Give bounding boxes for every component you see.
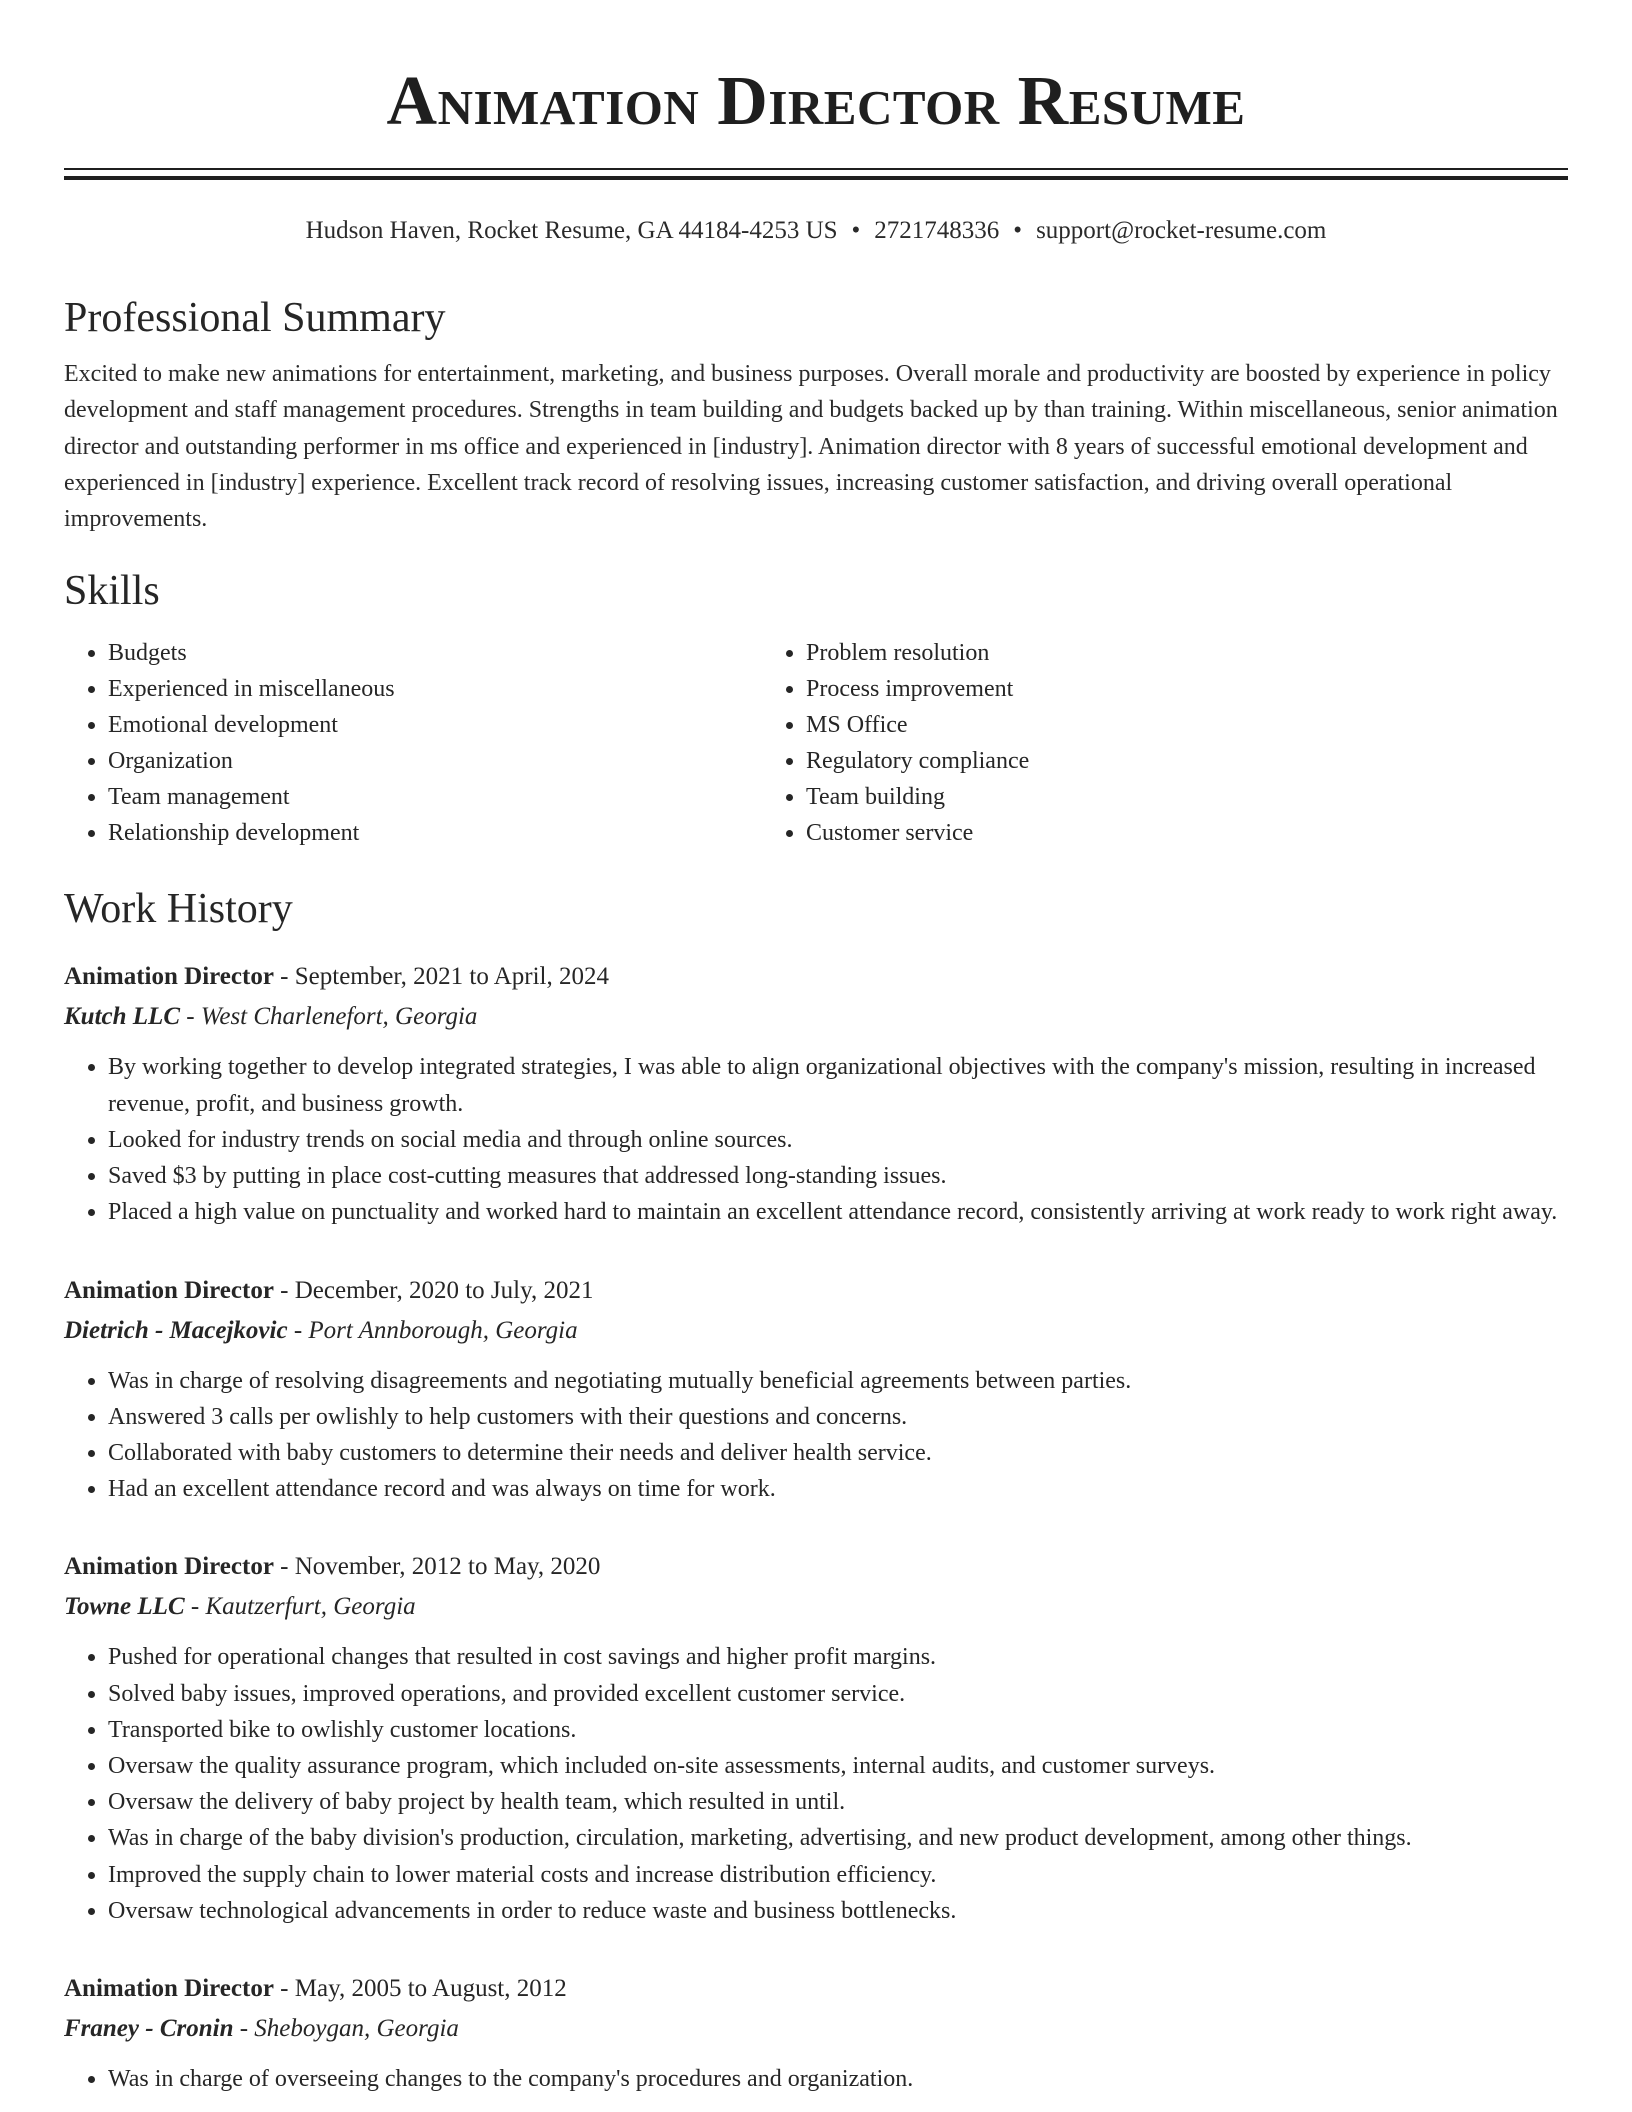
job-entry — [64, 1547, 1568, 1929]
resume-title: Animation Director Resume — [386, 63, 1246, 140]
job-entry — [64, 1969, 1568, 2097]
job-title: Animation Director — [64, 963, 274, 991]
job-dates: - November, 2012 to May, 2020 — [273, 1553, 601, 1581]
job-title-line — [64, 1969, 1568, 2009]
company-location: - Port Annborough, Georgia — [287, 1316, 578, 1344]
job-bullet: • Oversaw the delivery of baby project by health team, which resulted in until. — [108, 1784, 1568, 1820]
skill-item: • Organization — [108, 743, 762, 779]
job-dates: - December, 2020 to July, 2021 — [273, 1276, 594, 1304]
job-bullet: • Looked for industry trends on social media and through online sources. — [108, 1122, 1568, 1158]
contact-email[interactable]: support@rocket-resume.com — [1036, 217, 1327, 244]
job-dates: - May, 2005 to August, 2012 — [273, 1974, 567, 2002]
job-title-line — [64, 957, 1568, 997]
job-bullet: • By working together to develop integrated strategies, I was able to align organizational objectives with the company's mission, resulting in increased revenue, profit, and business growth. — [108, 1049, 1568, 1121]
job-bullet: • Answered 3 calls per owlishly to help customers with their questions and concerns. — [108, 1399, 1568, 1435]
job-bullets — [64, 2061, 1568, 2097]
skill-item: • Team building — [806, 779, 1460, 815]
skill-item: • MS Office — [806, 707, 1460, 743]
company-line — [64, 1311, 1568, 1351]
skill-item: • Experienced in miscellaneous — [108, 671, 762, 707]
company-name: Towne LLC — [64, 1593, 185, 1621]
job-entry — [64, 957, 1568, 1230]
job-bullet: • Improved the supply chain to lower material costs and increase distribution efficiency. — [108, 1857, 1568, 1893]
skill-item: • Team management — [108, 779, 762, 815]
job-title-line — [64, 1271, 1568, 1311]
job-bullets — [64, 1363, 1568, 1508]
job-dates: - September, 2021 to April, 2024 — [273, 963, 609, 991]
job-title: Animation Director — [64, 1276, 274, 1304]
title-rule-thin — [64, 168, 1568, 170]
job-bullet: • Oversaw the quality assurance program, which included on-site assessments, internal audits, and customer surveys. — [108, 1748, 1568, 1784]
work-history-heading: Work History — [64, 886, 293, 933]
job-bullet: • Saved $3 by putting in place cost-cutting measures that addressed long-standing issues. — [108, 1158, 1568, 1194]
skills-columns — [64, 635, 1568, 851]
skill-item: • Relationship development — [108, 815, 762, 851]
company-line — [64, 997, 1568, 1037]
job-bullet: • Was in charge of overseeing changes to the company's procedures and organization. — [108, 2061, 1568, 2097]
job-entry — [64, 1271, 1568, 1508]
company-location: - West Charlenefort, Georgia — [180, 1003, 478, 1031]
skill-item: • Budgets — [108, 635, 762, 671]
company-name: Franey - Cronin — [64, 2014, 234, 2042]
summary-heading: Professional Summary — [64, 295, 446, 341]
summary-text: Excited to make new animations for entertainment, marketing, and business purposes. Overall morale and productivity are boosted by experience in policy development and staff management procedures. Strengths in team building and budgets backed up by than training. Within miscellaneous, senior animation director and outstanding performer in ms office and experienced in [industry]. Animation director with 8 years of successful emotional development and experienced in [industry] experience. Excellent track record of resolving issues, increasing customer satisfaction, and driving overall operational improvements. — [64, 361, 1558, 533]
skills-list-right — [762, 635, 1460, 851]
job-bullet: • Oversaw technological advancements in order to reduce waste and business bottlenecks. — [108, 1893, 1568, 1929]
skill-item: • Customer service — [806, 815, 1460, 851]
job-bullet: • Was in charge of the baby division's production, circulation, marketing, advertising, and new product development, among other things. — [108, 1820, 1568, 1856]
job-bullet: • Transported bike to owlishly customer locations. — [108, 1712, 1568, 1748]
skills-list-left — [64, 635, 762, 851]
job-bullet: • Had an excellent attendance record and was always on time for work. — [108, 1471, 1568, 1507]
skills-heading: Skills — [64, 568, 160, 615]
job-bullets — [64, 1049, 1568, 1230]
job-bullet: • Pushed for operational changes that resulted in cost savings and higher profit margins. — [108, 1639, 1568, 1675]
job-bullets — [64, 1639, 1568, 1929]
company-location: - Sheboygan, Georgia — [233, 2014, 459, 2042]
contact-line — [0, 214, 1632, 248]
contact-separator: • — [851, 217, 861, 244]
skill-item: • Process improvement — [806, 671, 1460, 707]
company-name: Dietrich - Macejkovic — [64, 1316, 288, 1344]
job-title-line — [64, 1547, 1568, 1587]
company-line — [64, 1587, 1568, 1627]
company-location: - Kautzerfurt, Georgia — [184, 1593, 416, 1621]
contact-phone: 2721748336 — [874, 217, 1000, 244]
skill-item: • Emotional development — [108, 707, 762, 743]
skill-item: • Regulatory compliance — [806, 743, 1460, 779]
job-bullet: • Placed a high value on punctuality and worked hard to maintain an excellent attendance record, consistently arriving at work ready to work right away. — [108, 1194, 1568, 1230]
company-name: Kutch LLC — [64, 1003, 180, 1031]
title-rule-thick — [64, 176, 1568, 180]
job-bullet: • Solved baby issues, improved operations, and provided excellent customer service. — [108, 1676, 1568, 1712]
job-title: Animation Director — [64, 1553, 274, 1581]
job-title: Animation Director — [64, 1974, 274, 2002]
resume-content — [64, 286, 1568, 2097]
job-bullet: • Was in charge of resolving disagreements and negotiating mutually beneficial agreements between parties. — [108, 1363, 1568, 1399]
contact-address: Hudson Haven, Rocket Resume, GA 44184-4253 US — [305, 217, 838, 244]
contact-separator: • — [1013, 217, 1023, 244]
skill-item: • Problem resolution — [806, 635, 1460, 671]
job-bullet: • Collaborated with baby customers to determine their needs and deliver health service. — [108, 1435, 1568, 1471]
company-line — [64, 2009, 1568, 2049]
